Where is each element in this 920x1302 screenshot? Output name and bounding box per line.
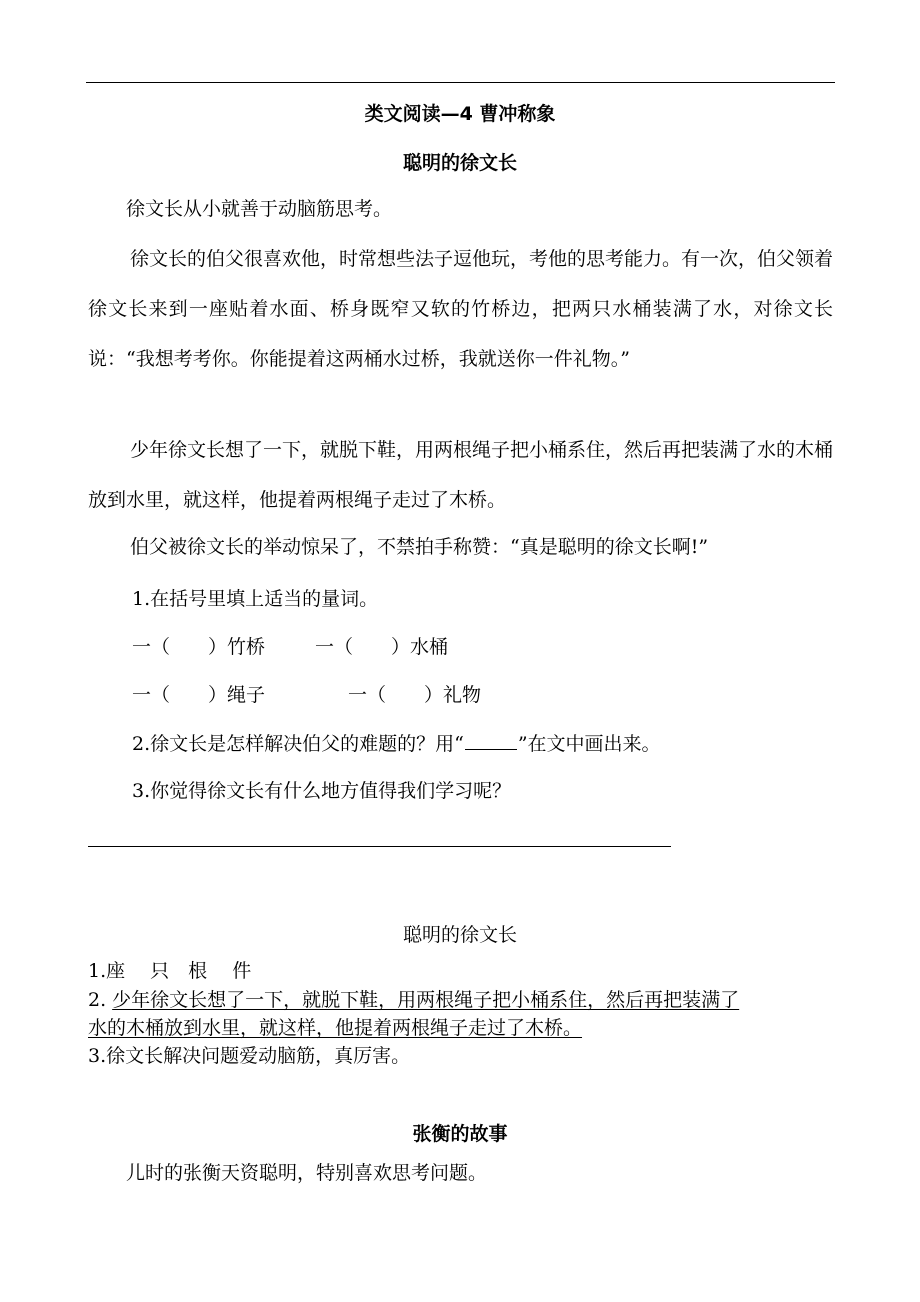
answers-title: 聪明的徐文长 — [402, 924, 517, 946]
story1-paragraph-1: 徐文长从小就善于动脑筋思考。 — [126, 198, 393, 220]
question-2 — [132, 729, 661, 756]
question-2-text-after: ”在文中画出来。 — [517, 733, 661, 755]
story1-paragraph-2: 徐文长的伯父很喜欢他，时常想些法子逗他玩，考他的思考能力。有一次，伯父领着徐文长来到一座贴着水面、桥身既窄又软的竹桥边，把两只水桶装满了水，对徐文长说：“我想考考你。你能提着这两桶水过桥，我就送你一件礼物。” — [88, 248, 834, 370]
document-title: 类文阅读—4 曹冲称象 — [364, 103, 556, 125]
story1-paragraph-3: 少年徐文长想了一下，就脱下鞋，用两根绳子把小桶系住，然后再把装满了水的木桶放到水里，就这样，他提着两根绳子走过了木桥。 — [88, 439, 834, 511]
answer-2-underlined-text-2: 水的木桶放到水里，就这样，他提着两根绳子走过了木桥。 — [88, 1017, 583, 1039]
underline-sample — [465, 733, 517, 750]
answer-1: 1.座 只 根 件 — [88, 960, 252, 982]
question-1: 1.在括号里填上适当的量词。 — [132, 588, 379, 610]
answer-2-underlined-text-1: 少年徐文长想了一下，就脱下鞋，用两根绳子把小桶系住，然后再把装满了 — [112, 989, 740, 1011]
question-3: 3.你觉得徐文长有什么地方值得我们学习呢？ — [132, 780, 512, 802]
q1-blank-rope: 一（ ）绳子 — [132, 684, 266, 706]
answer-3: 3.徐文长解决问题爱动脑筋，真厉害。 — [88, 1045, 411, 1067]
q1-blank-water-bucket: 一（ ）水桶 — [315, 636, 449, 658]
answer-2-line-1 — [88, 986, 739, 1015]
q1-blank-gift: 一（ ）礼物 — [348, 684, 482, 706]
answer-2-line-2 — [88, 1014, 582, 1043]
story1-title: 聪明的徐文长 — [402, 152, 517, 174]
q1-blank-bamboo-bridge: 一（ ）竹桥 — [132, 636, 266, 658]
answer-2-prefix: 2. — [88, 989, 113, 1011]
question-2-text-before: 2.徐文长是怎样解决伯父的难题的？用“ — [132, 733, 464, 755]
story2-title: 张衡的故事 — [412, 1123, 508, 1145]
story1-paragraph-4: 伯父被徐文长的举动惊呆了，不禁拍手称赞：“真是聪明的徐文长啊!” — [130, 536, 709, 558]
top-rule — [86, 82, 835, 83]
answer-writing-line — [88, 846, 671, 847]
story2-paragraph-1: 儿时的张衡天资聪明，特别喜欢思考问题。 — [126, 1162, 488, 1184]
